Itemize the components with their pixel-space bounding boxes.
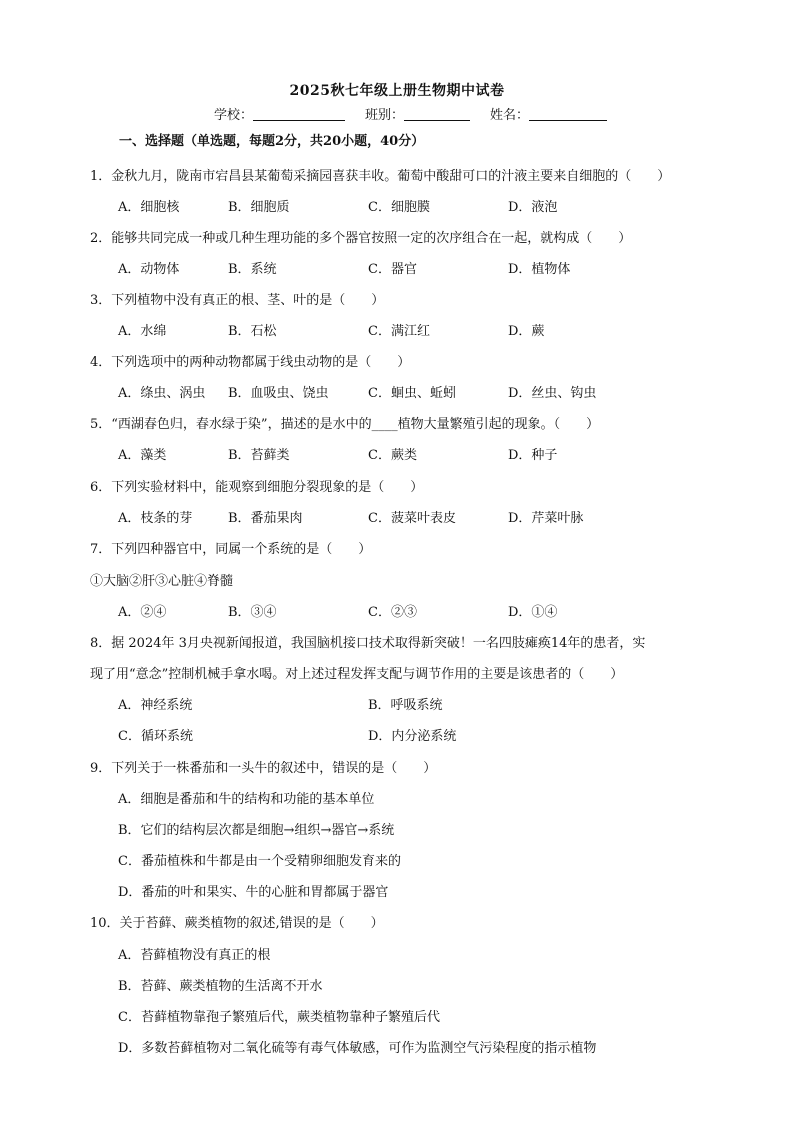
option-b[interactable]: B．苔藓、蕨类植物的生活离不开水 <box>118 979 323 994</box>
option-c[interactable]: C．苔藓植物靠孢子繁殖后代，蕨类植物靠种子繁殖后代 <box>118 1010 440 1025</box>
option-c[interactable]: C．满江红 <box>368 324 430 339</box>
option-d[interactable]: D．芹菜叶脉 <box>508 511 584 526</box>
option-b[interactable]: B．苔藓类 <box>228 448 290 463</box>
option-a[interactable]: A．神经系统 <box>118 698 193 713</box>
class-blank[interactable] <box>404 107 470 121</box>
option-a[interactable]: A．水绵 <box>118 324 167 339</box>
option-b[interactable]: B．血吸虫、饶虫 <box>228 386 329 401</box>
student-info-row <box>214 104 607 123</box>
option-c[interactable]: C．番茄植株和牛都是由一个受精卵细胞发育来的 <box>118 854 401 869</box>
option-a[interactable]: A．苔藓植物没有真正的根 <box>118 948 271 963</box>
option-d[interactable]: D．蕨 <box>508 324 545 339</box>
option-d[interactable]: D．种子 <box>508 448 558 463</box>
question-8: 8．据 2024年 3月央视新闻报道，我国脑机接口技术取得新突破！一名四肢瘫痪14年的患者，实 <box>90 636 646 651</box>
option-c[interactable]: C．蛔虫、蚯蚓 <box>368 386 456 401</box>
class-label: 班别： <box>365 108 405 123</box>
question-8-continuation: 现了用“意念”控制机械手拿水喝。对上述过程发挥支配与调节作用的主要是该患者的（ ） <box>90 667 624 682</box>
option-b[interactable]: B．呼吸系统 <box>368 698 443 713</box>
option-d[interactable]: D．多数苔藓植物对二氧化硫等有毒气体敏感，可作为监测空气污染程度的指示植物 <box>118 1041 597 1056</box>
option-a[interactable]: A．绦虫、涡虫 <box>118 386 206 401</box>
option-c[interactable]: C．器官 <box>368 262 417 277</box>
option-d[interactable]: D．①④ <box>508 605 558 620</box>
option-b[interactable]: B．细胞质 <box>228 200 290 215</box>
option-b[interactable]: B．③④ <box>228 605 277 620</box>
school-blank[interactable] <box>253 107 345 121</box>
option-d[interactable]: D．内分泌系统 <box>368 729 457 744</box>
question-9: 9．下列关于一株番茄和一头牛的叙述中，错误的是（ ） <box>90 761 437 776</box>
section-heading: 一、选择题（单选题，每题2分，共20小题，40分） <box>119 134 425 149</box>
question-5: 5．“西湖春色归，春水绿于染”，描述的是水中的____植物大量繁殖引起的现象。（ ） <box>90 417 600 432</box>
question-4: 4．下列选项中的两种动物都属于线虫动物的是（ ） <box>90 355 411 370</box>
question-7: 7．下列四种器官中，同属一个系统的是（ ） <box>90 542 372 557</box>
name-blank[interactable] <box>529 107 607 121</box>
option-b[interactable]: B．它们的结构层次都是细胞→组织→器官→系统 <box>118 823 395 838</box>
option-a[interactable]: A．藻类 <box>118 448 167 463</box>
option-d[interactable]: D．植物体 <box>508 262 571 277</box>
option-c[interactable]: C．②③ <box>368 605 417 620</box>
option-b[interactable]: B．石松 <box>228 324 277 339</box>
option-b[interactable]: B．系统 <box>228 262 277 277</box>
school-label: 学校： <box>214 108 254 123</box>
option-d[interactable]: D．液泡 <box>508 200 558 215</box>
option-a[interactable]: A．②④ <box>118 605 167 620</box>
question-2: 2．能够共同完成一种或几种生理功能的多个器官按照一定的次序组合在一起，就构成（ ） <box>90 231 632 246</box>
exam-title: 2025秋七年级上册生物期中试卷 <box>289 83 505 99</box>
option-c[interactable]: C．循环系统 <box>118 729 193 744</box>
option-a[interactable]: A．枝条的芽 <box>118 511 193 526</box>
option-c[interactable]: C．菠菜叶表皮 <box>368 511 456 526</box>
option-d[interactable]: D．丝虫、钩虫 <box>508 386 597 401</box>
option-a[interactable]: A．细胞是番茄和牛的结构和功能的基本单位 <box>118 792 375 807</box>
question-1: 1．金秋九月，陇南市宕昌县某葡萄采摘园喜获丰收。葡萄中酸甜可口的汁液主要来自细胞的（ ） <box>90 169 671 184</box>
question-10: 10．关于苔藓、蕨类植物的叙述,错误的是（ ） <box>90 916 384 931</box>
option-d[interactable]: D．番茄的叶和果实、牛的心脏和胃都属于器官 <box>118 885 389 900</box>
question-3: 3．下列植物中没有真正的根、茎、叶的是（ ） <box>90 293 385 308</box>
option-b[interactable]: B．番茄果肉 <box>228 511 303 526</box>
option-a[interactable]: A．细胞核 <box>118 200 180 215</box>
question-7-organ-list: ①大脑②肝③心脏④脊髓 <box>90 574 234 589</box>
option-a[interactable]: A．动物体 <box>118 262 180 277</box>
option-c[interactable]: C．蕨类 <box>368 448 417 463</box>
question-6: 6．下列实验材料中，能观察到细胞分裂现象的是（ ） <box>90 480 424 495</box>
name-label: 姓名： <box>490 108 530 123</box>
option-c[interactable]: C．细胞膜 <box>368 200 430 215</box>
